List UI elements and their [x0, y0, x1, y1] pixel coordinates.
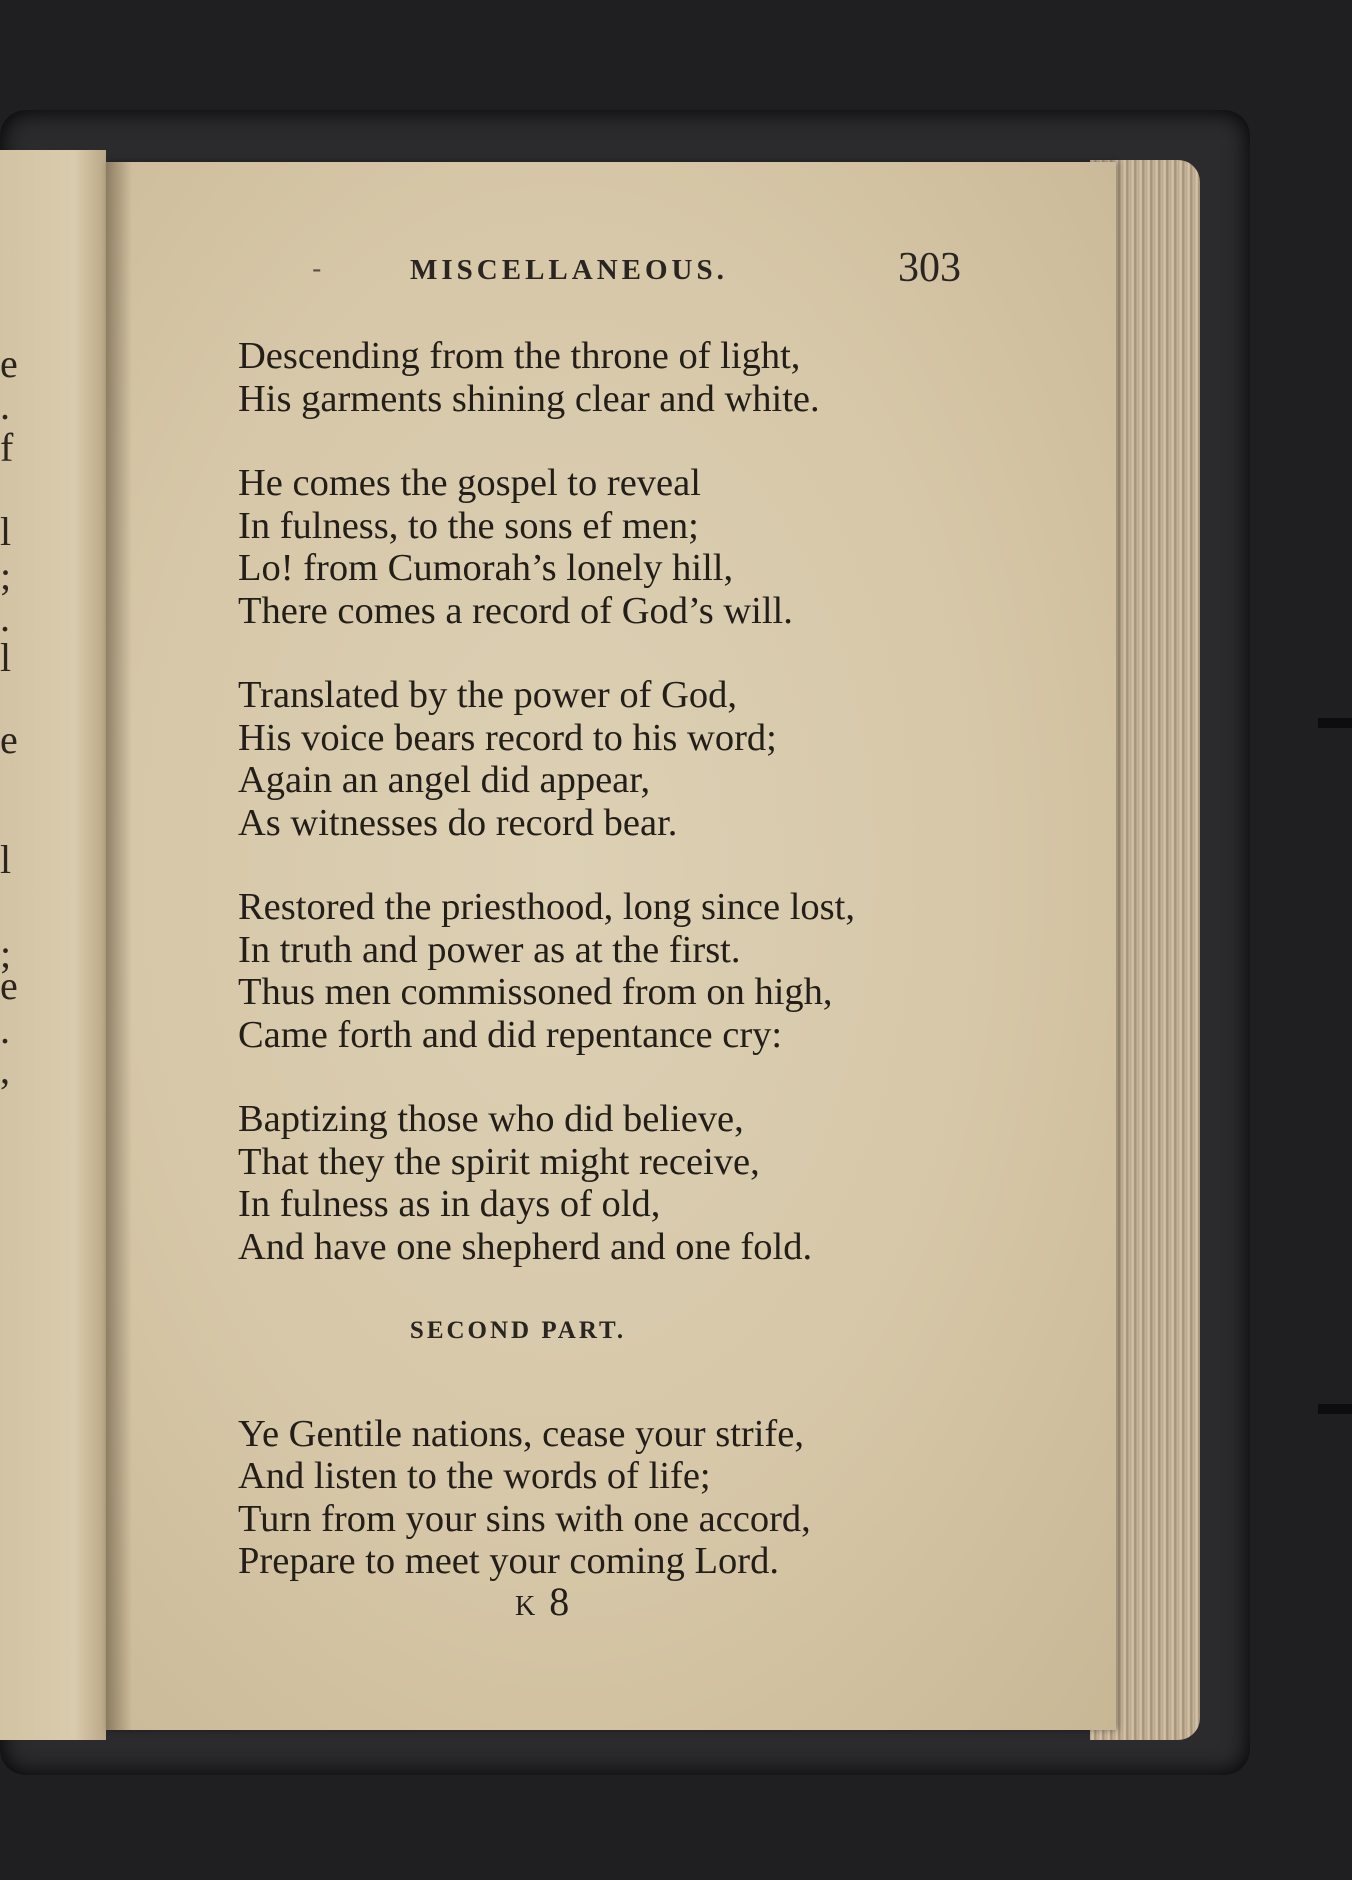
- stanza: [238, 335, 1018, 420]
- verse-line: As witnesses do record bear.: [238, 801, 678, 844]
- verse-line: Descending from the throne of light,: [238, 335, 801, 377]
- verse-line: Turn from your sins with one accord,: [238, 1497, 811, 1540]
- poem-text: [238, 335, 1018, 1625]
- stanza: [238, 674, 1018, 844]
- verse-line: In truth and power as at the first.: [238, 928, 741, 971]
- verse-line: Translated by the power of God,: [238, 674, 737, 716]
- verse-line: And listen to the words of life;: [238, 1455, 711, 1497]
- stanza: [238, 1098, 1018, 1268]
- left-page: [0, 150, 106, 1740]
- left-page-fragment: ;: [0, 553, 12, 598]
- verse-line: His garments shining clear and white.: [238, 377, 820, 420]
- left-page-fragment: e: [0, 963, 18, 1008]
- signature-number: 8: [549, 1579, 570, 1624]
- left-page-fragment: .: [0, 595, 10, 640]
- page-number: 303: [898, 245, 961, 291]
- verse-line: Prepare to meet your coming Lord.: [238, 1540, 779, 1582]
- left-page-fragment: e: [0, 341, 18, 386]
- verse-line: In fulness, to the sons ef men;: [238, 504, 699, 547]
- gutter-shadow: [106, 162, 132, 1730]
- running-title: MISCELLANEOUS.: [410, 254, 728, 286]
- verse-line: Thus men commissoned from on high,: [238, 971, 833, 1013]
- left-page-fragment: .: [0, 383, 10, 428]
- verse-line: His voice bears record to his word;: [238, 716, 777, 759]
- verse-line: There comes a record of God’s will.: [238, 589, 793, 632]
- left-page-fragment: f: [0, 425, 14, 470]
- signature-mark: [515, 1578, 569, 1625]
- verse-line: And have one shepherd and one fold.: [238, 1225, 813, 1268]
- stanza: [238, 1413, 1018, 1583]
- verse-line: Restored the priesthood, long since lost,: [238, 886, 855, 928]
- stanza: [238, 462, 1018, 632]
- left-page-fragment: .: [0, 1007, 10, 1052]
- page-header: [300, 244, 1000, 294]
- left-page-fragment: l: [0, 837, 12, 882]
- signature-letter: K: [515, 1591, 536, 1622]
- verse-line: In fulness as in days of old,: [238, 1183, 661, 1225]
- verse-line: That they the spirit might receive,: [238, 1140, 760, 1183]
- verse-line: Lo! from Cumorah’s lonely hill,: [238, 547, 734, 589]
- left-page-fragment: ;: [0, 931, 12, 976]
- header-dash: -: [312, 252, 322, 285]
- verse-line: Again an angel did appear,: [238, 759, 651, 801]
- verse-line: Ye Gentile nations, cease your strife,: [238, 1412, 804, 1455]
- verse-line: Came forth and did repentance cry:: [238, 1013, 783, 1056]
- left-page-fragment: l: [0, 635, 12, 680]
- verse-line: He comes the gospel to reveal: [238, 462, 701, 504]
- clasp-mark: [1318, 1404, 1352, 1414]
- clasp-mark: [1318, 718, 1352, 728]
- left-page-fragment: e: [0, 717, 18, 762]
- left-page-fragment: l: [0, 509, 12, 554]
- section-title: SECOND PART.: [409, 1317, 627, 1344]
- stanza: [238, 886, 1018, 1056]
- verse-line: Baptizing those who did believe,: [238, 1098, 744, 1140]
- left-page-fragment: ,: [0, 1047, 10, 1092]
